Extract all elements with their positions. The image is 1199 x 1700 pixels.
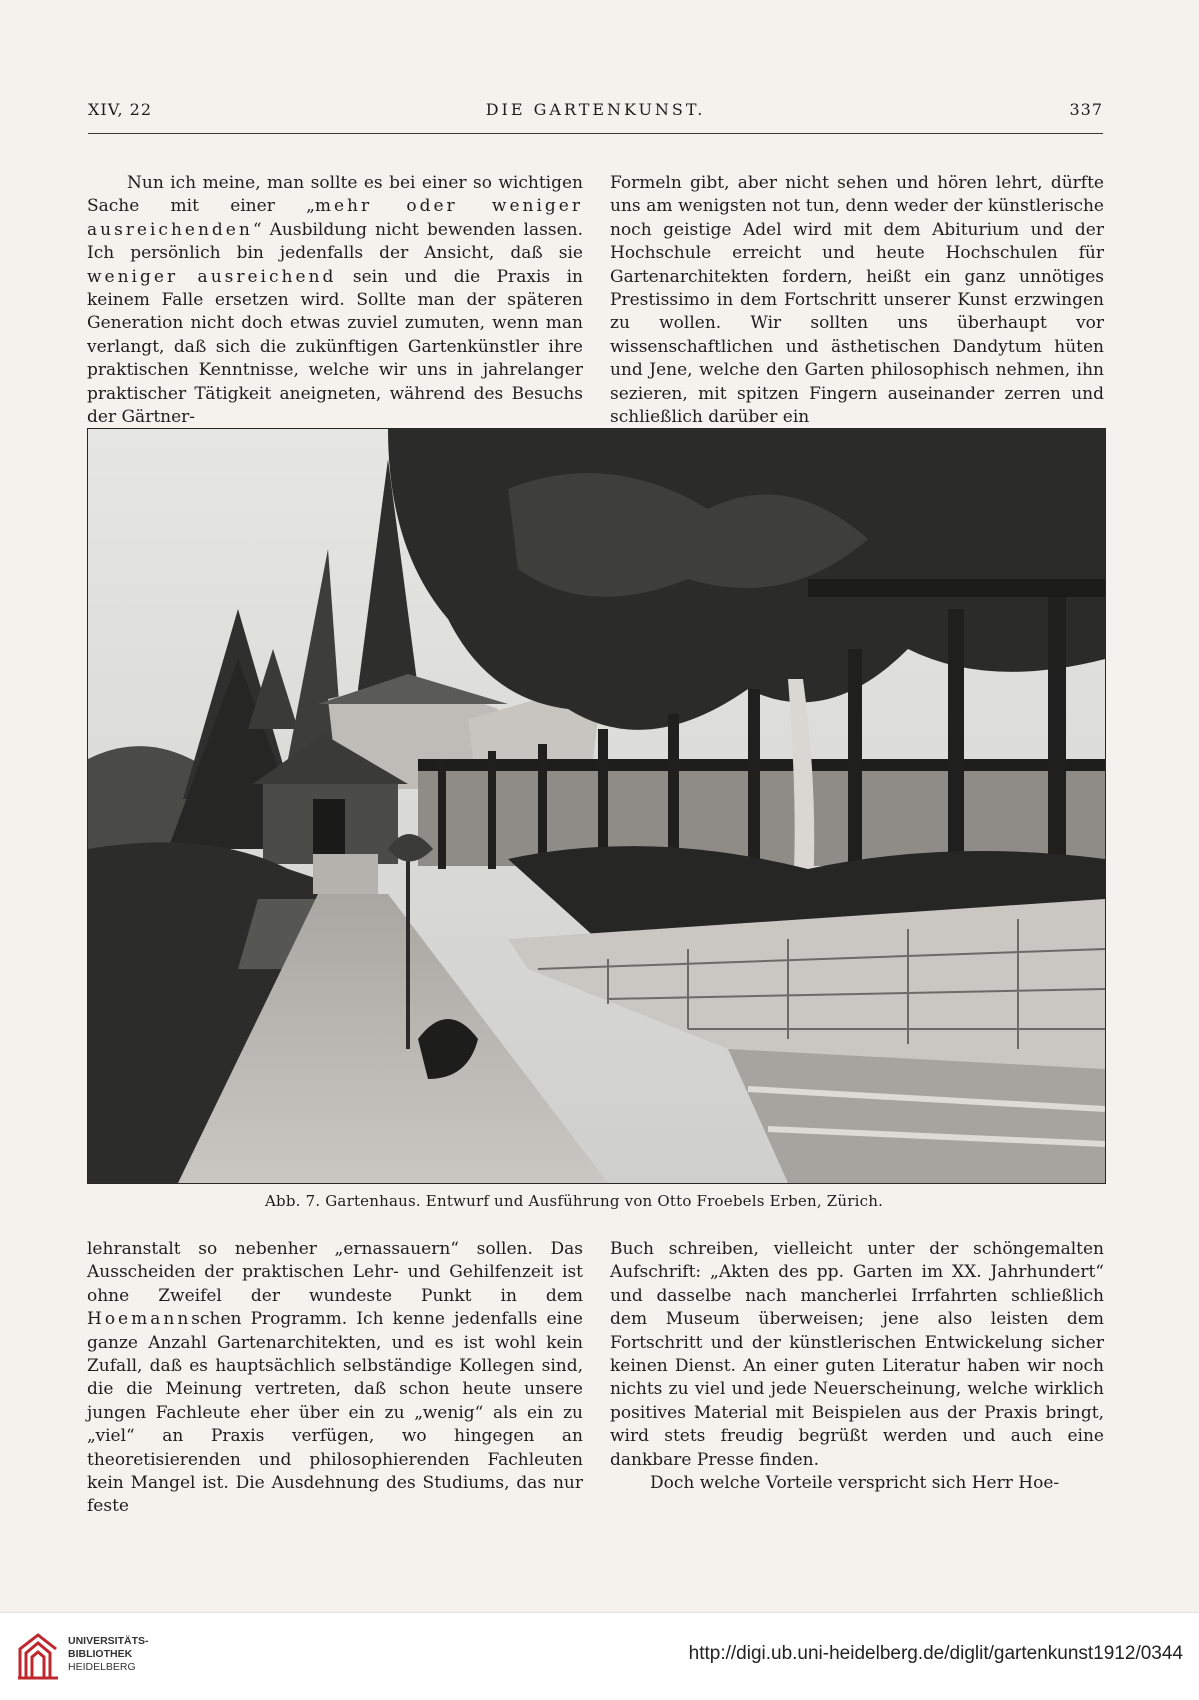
column-right-top <box>610 172 1104 429</box>
permalink[interactable]: http://digi.ub.uni-heidelberg.de/diglit/gartenkunst1912/0344 <box>688 1643 1183 1664</box>
column-left-bottom <box>87 1238 583 1519</box>
paragraph <box>87 172 583 429</box>
spaced-emphasis: mehr oder weniger ausreichenden <box>87 196 583 240</box>
text-run: “ Ausbildung nicht bewenden lassen. Ich persönlich bin jedenfalls der Ansicht, daß sie <box>87 219 583 264</box>
paragraph: Formeln gibt, aber nicht sehen und hören lehrt, dürfte uns am wenigsten not tun, denn weder der künstlerische noch geistige Adel wird mit dem Abiturium und der Hochschule erreicht und heute Hochschulen für Gartenarchitekten fordern, heißt ein ganz unnötiges Prestissimo in dem Fortschritt unserer Kunst erzwingen zu wollen. Wir sollten uns überhaupt vor wissenschaftlichen und ästhetischen Dandytum hüten und Jene, welche den Garten philosophisch nehmen, ihn sezieren, mit spitzen Fingern auseinander zerren und schließlich darüber ein <box>610 173 1104 428</box>
text-run: lehranstalt so nebenher „ernassauern“ sollen. Das Ausscheiden der praktischen Lehr- und Gehilfenzeit ist ohne Zweifel der wundeste Punkt in dem <box>87 1239 583 1306</box>
page-number: 337 <box>1069 100 1103 119</box>
library-footer <box>0 1612 1199 1700</box>
paragraph <box>87 1238 583 1519</box>
library-name-line: HEIDELBERG <box>68 1661 136 1673</box>
paragraph: Buch schreiben, vielleicht unter der schöngemalten Aufschrift: „Akten des pp. Garten im XX. Jahrhundert“ und dasselbe nach mancherlei Irrfahrten schließlich dem Museum überweisen; jene also leisten dem Fortschritt und der künstlerischen Entwickelung sicher keinen Dienst. An einer guten Literatur haben wir noch nichts zu viel und jede Neuerscheinung, welche wirklich positives Material mit Beispielen aus der Praxis bringt, wird stets freudig begrüßt werden und auch eine dankbare Presse finden. <box>610 1239 1104 1470</box>
column-right-bottom <box>610 1238 1104 1495</box>
spaced-emphasis: weniger ausreichend <box>87 266 337 287</box>
header-rule <box>88 133 1103 134</box>
library-name <box>68 1635 149 1674</box>
university-library-logo-icon <box>16 1631 60 1681</box>
library-name-line: UNIVERSITÄTS- <box>68 1635 149 1647</box>
volume-issue: XIV, 22 <box>88 100 152 119</box>
library-name-line: BIBLIOTHEK <box>68 1648 133 1660</box>
text-run: schen Programm. Ich kenne jedenfalls eine ganze Anzahl Gartenarchitekten, und es ist wohl kein Zufall, daß es hauptsächlich selbständige Kollegen sind, die die Meinung vertreten, daß schon heute unsere jungen Fachleute eher über ein zu „wenig“ als ein zu „viel“ an Praxis verfügen, wo hingegen an theoretisierenden und philosophierenden Fachleuten kein Mangel ist. Die Ausdehnung des Studiums, das nur feste <box>87 1309 583 1517</box>
text-run: sein und die Praxis in keinem Falle ersetzen wird. Sollte man der späteren Generation nicht doch etwas zuviel zumuten, wenn man verlangt, daß sich die zukünftigen Gartenkünstler ihre praktischen Kenntnisse, welche wir uns in jahrelanger praktischer Tätigkeit aneigneten, während des Besuchs der Gärtner- <box>87 266 583 428</box>
journal-title: DIE GARTENKUNST. <box>485 100 706 119</box>
paragraph: Doch welche Vorteile verspricht sich Herr Hoe- <box>650 1473 1060 1494</box>
running-header <box>88 100 1103 124</box>
photo-illustration <box>88 429 1105 1183</box>
text-run: Nun ich meine, man sollte es bei einer so wichtigen Sache mit einer „ <box>87 173 583 217</box>
spaced-emphasis: Hoemann <box>87 1309 192 1330</box>
column-left-top <box>87 172 583 429</box>
figure-caption: Abb. 7. Gartenhaus. Entwurf und Ausführung von Otto Froebels Erben, Zürich. <box>265 1192 884 1210</box>
garden-house-photo <box>87 428 1106 1184</box>
